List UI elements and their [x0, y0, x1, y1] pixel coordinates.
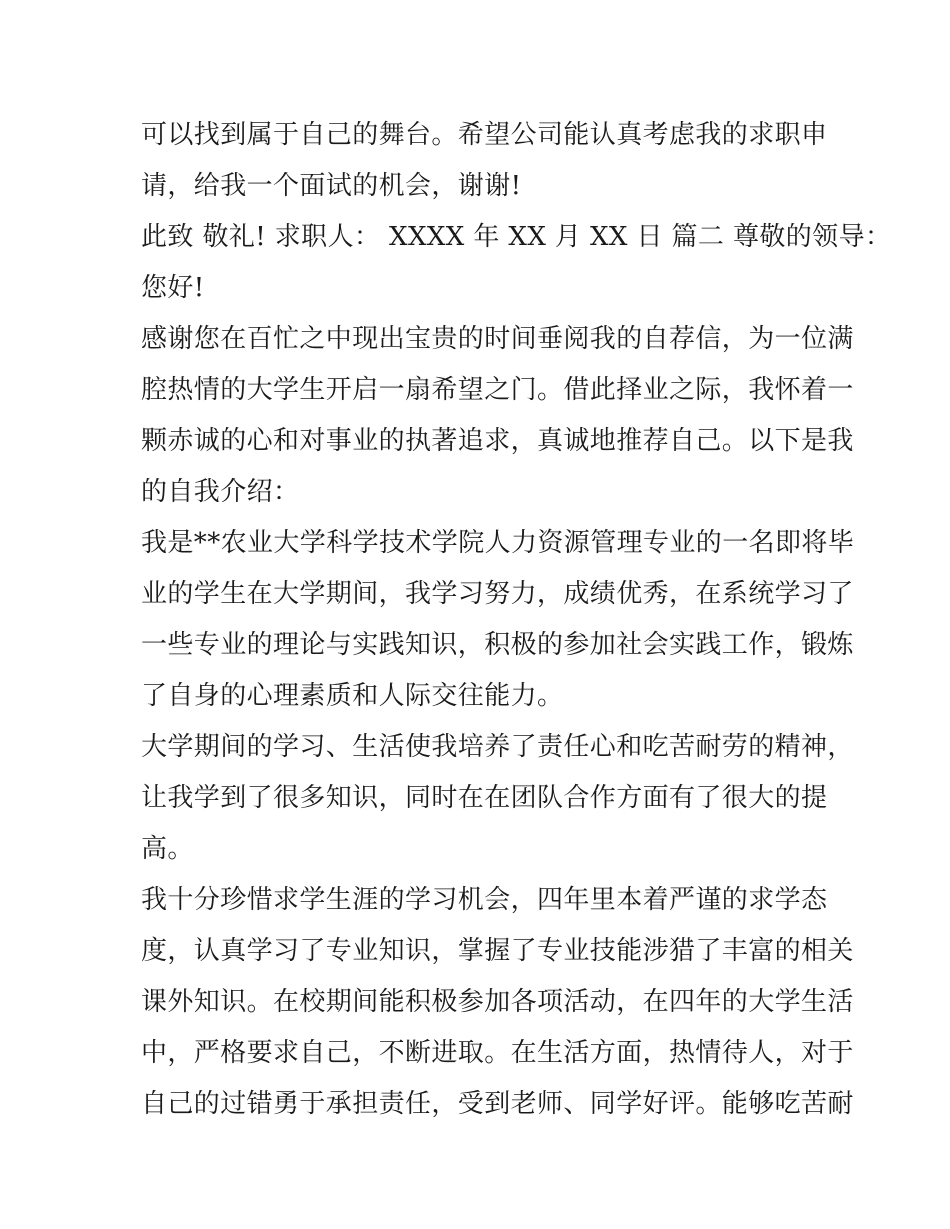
text-line: 度，认真学习了专业知识，掌握了专业技能涉猎了丰富的相关 — [141, 936, 854, 966]
text-line: 业的学生在大学期间，我学习努力，成绩优秀，在系统学习了 — [141, 579, 854, 609]
text-line: 一些专业的理论与实践知识，积极的参加社会实践工作，锻炼 — [141, 630, 854, 660]
text-line: 让我学到了很多知识，同时在在团队合作方面有了很大的提 — [141, 783, 828, 813]
text-line: 此致 敬礼! 求职人： XXXX 年 XX 月 XX 日 篇二 尊敬的领导： — [141, 222, 892, 252]
text-line: 请，给我一个面试的机会，谢谢! — [141, 171, 522, 201]
text-line: 了自身的心理素质和人际交往能力。 — [141, 681, 564, 711]
text-line: 可以找到属于自己的舞台。希望公司能认真考虑我的求职申 — [141, 120, 828, 150]
text-line: 感谢您在百忙之中现出宝贵的时间垂阅我的自荐信，为一位满 — [141, 324, 854, 354]
text-line: 中，严格要求自己，不断进取。在生活方面，热情待人，对于 — [141, 1038, 854, 1068]
text-line: 高。 — [141, 834, 194, 864]
text-line: 自己的过错勇于承担责任，受到老师、同学好评。能够吃苦耐 — [141, 1089, 854, 1119]
text-line: 我是**农业大学科学技术学院人力资源管理专业的一名即将毕 — [141, 528, 855, 558]
letter-body — [141, 110, 892, 1130]
text-line: 课外知识。在校期间能积极参加各项活动，在四年的大学生活 — [141, 987, 854, 1017]
text-line: 大学期间的学习、生活使我培养了责任心和吃苦耐劳的精神， — [141, 732, 854, 762]
text-line: 您好! — [141, 273, 205, 303]
text-line: 腔热情的大学生开启一扇希望之门。借此择业之际，我怀着一 — [141, 375, 854, 405]
text-line: 的自我介绍： — [141, 477, 300, 507]
text-line: 颗赤诚的心和对事业的执著追求，真诚地推荐自己。以下是我 — [141, 426, 854, 456]
text-line: 我十分珍惜求学生涯的学习机会，四年里本着严谨的求学态 — [141, 885, 828, 915]
